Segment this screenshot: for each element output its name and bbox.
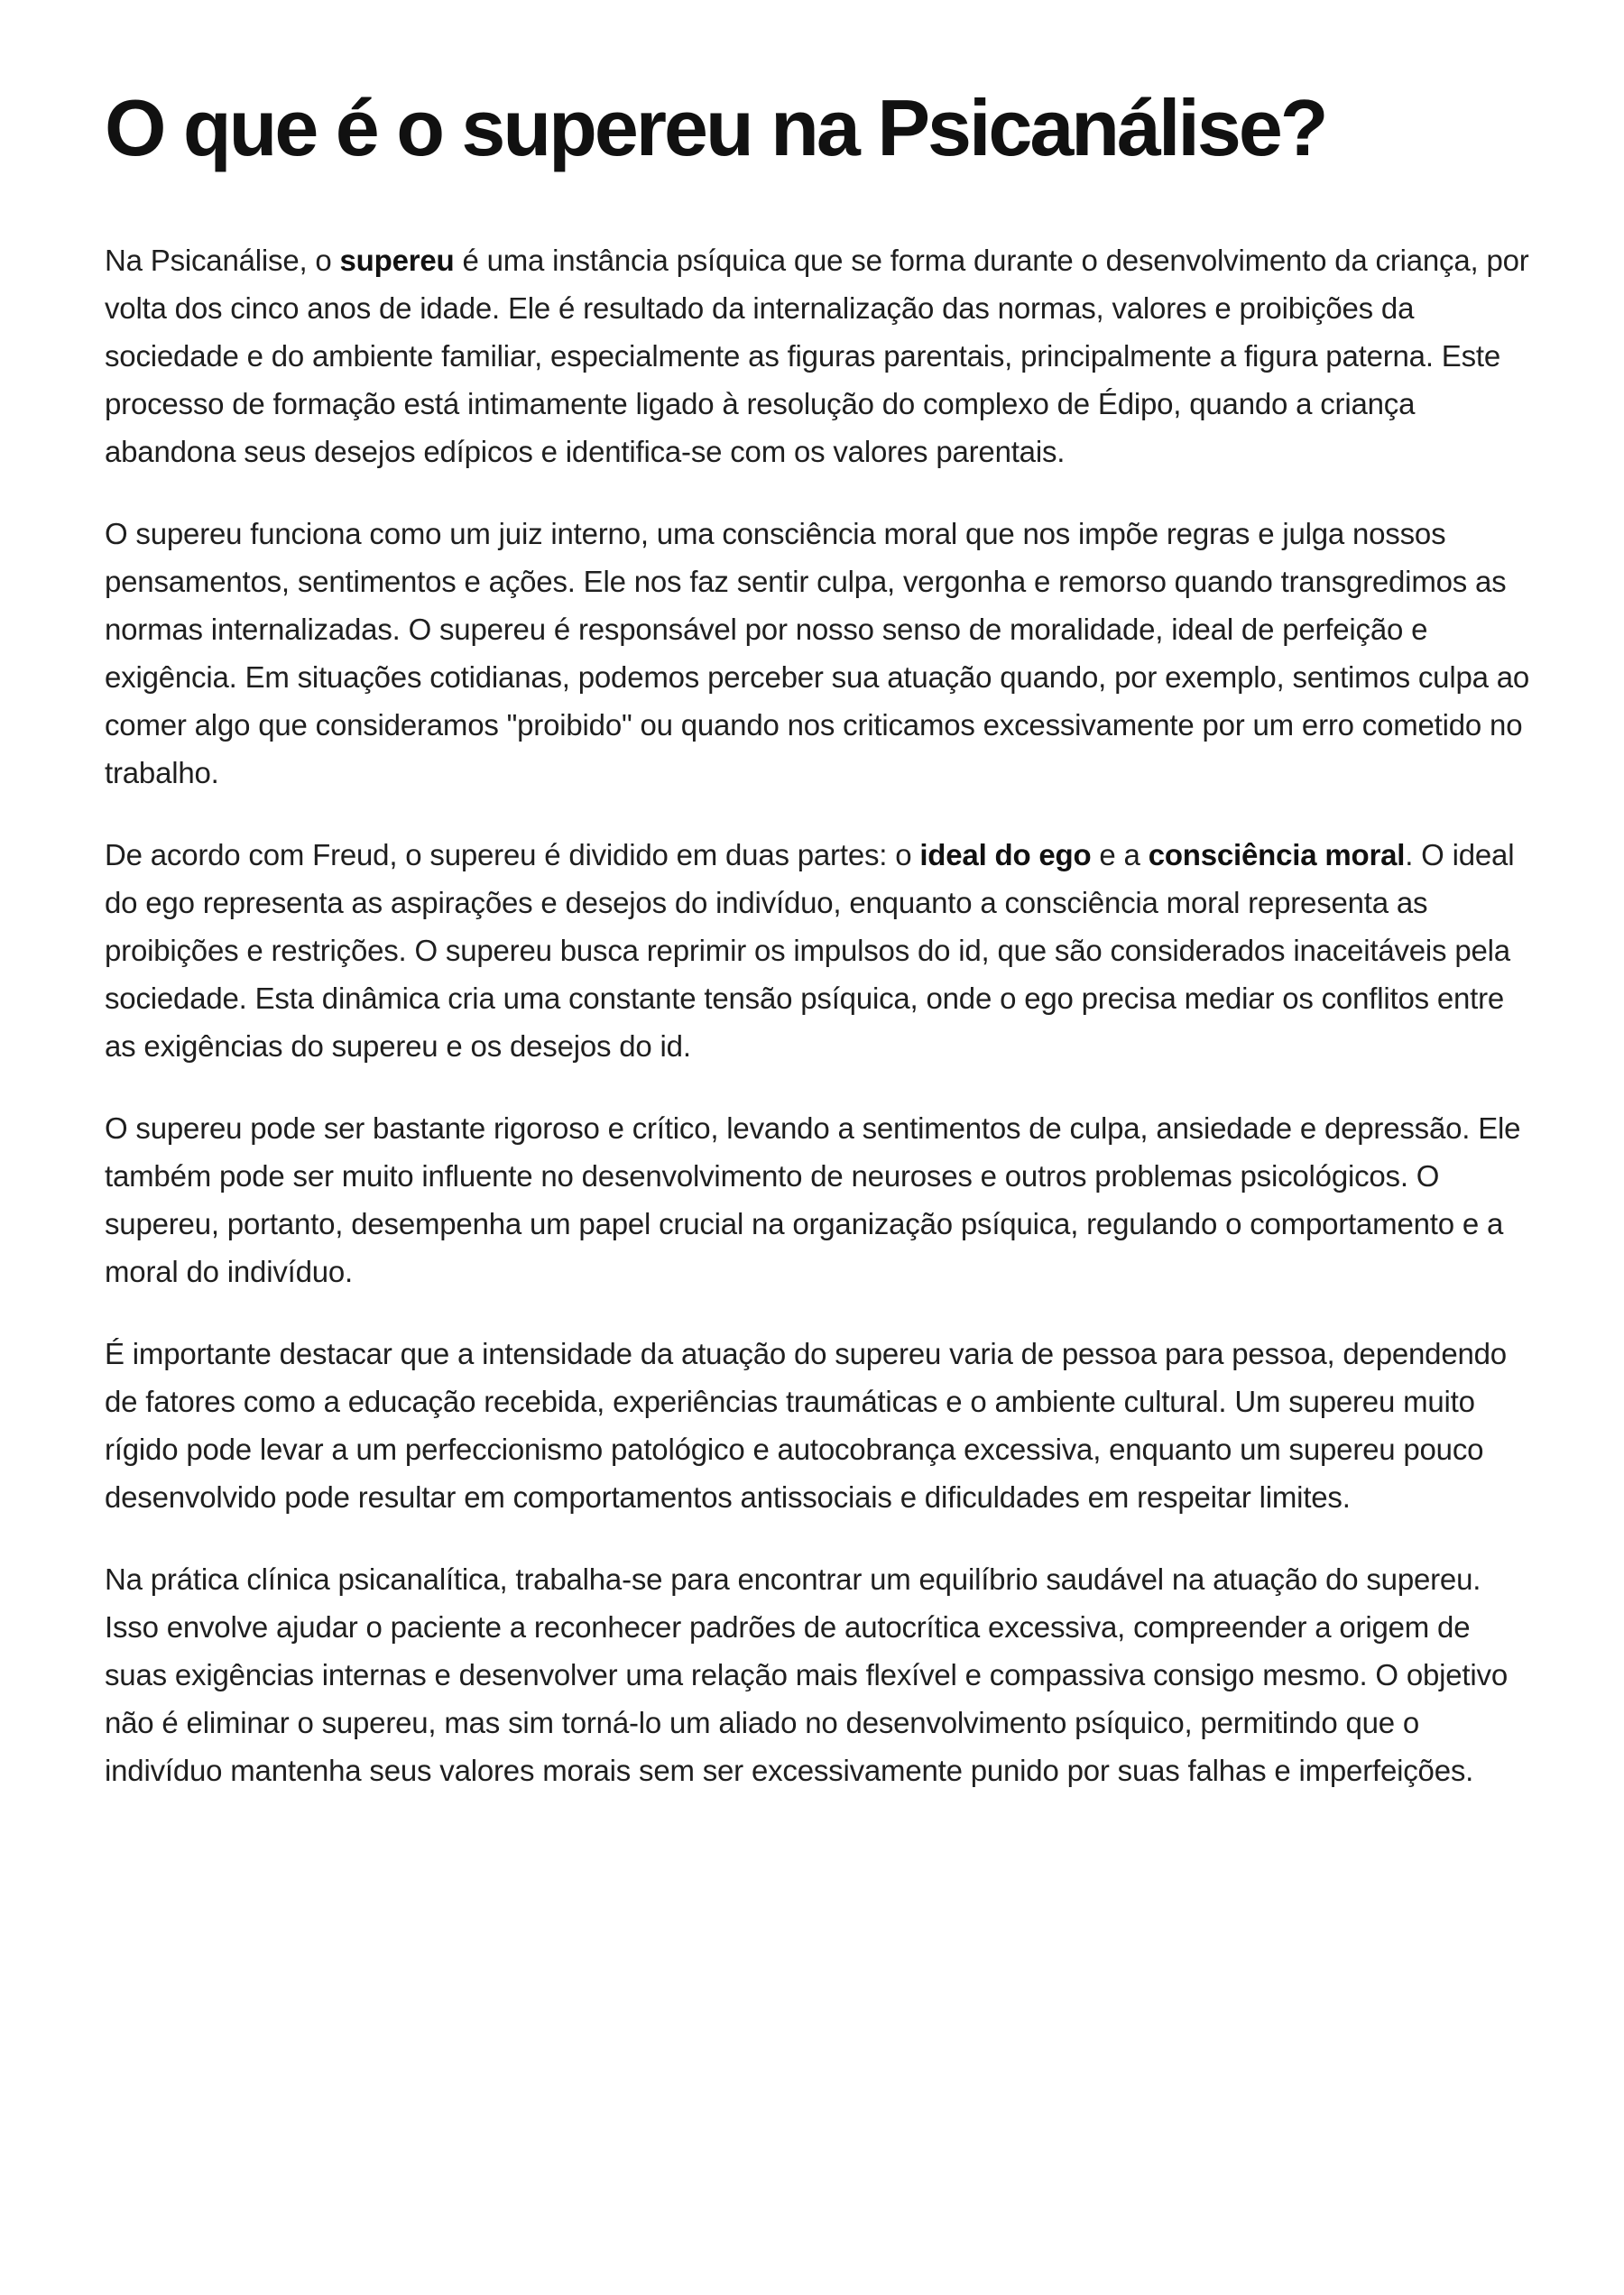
- paragraph-3-text-e: . O ideal do ego representa as aspirações e desejos do indivíduo, enquanto a consciência moral representa as proibições e restrições. O supereu busca reprimir os impulsos do id, que são considerados inaceitáveis pela sociedade. Esta dinâmica cria uma constante tensão psíquica, onde o ego precisa mediar os conflitos entre as exigências do supereu e os desejos do id.: [105, 838, 1515, 1063]
- document-page: [105, 79, 1530, 1829]
- paragraph-1: [105, 236, 1530, 475]
- page-title: O que é o supereu na Psicanálise?: [105, 83, 1326, 172]
- paragraph-4: O supereu pode ser bastante rigoroso e crítico, levando a sentimentos de culpa, ansiedade e depressão. Ele também pode ser muito influente no desenvolvimento de neuroses e outros problemas psicológicos. O supereu, portanto, desempenha um papel crucial na organização psíquica, regulando o comportamento e a moral do indivíduo.: [105, 1111, 1521, 1288]
- paragraph-5: É importante destacar que a intensidade da atuação do supereu varia de pessoa para pessoa, dependendo de fatores como a educação recebida, experiências traumáticas e o ambiente cultural. Um supereu muito rígido pode levar a um perfeccionismo patológico e autocobrança excessiva, enquanto um supereu pouco desenvolvido pode resultar em comportamentos antissociais e dificuldades em respeitar limites.: [105, 1337, 1507, 1514]
- paragraph-1-text-a: Na Psicanálise, o: [105, 244, 340, 277]
- paragraph-6: Na prática clínica psicanalítica, trabalha-se para encontrar um equilíbrio saudável na atuação do supereu. Isso envolve ajudar o paciente a reconhecer padrões de autocrítica excessiva, compreender a origem de suas exigências internas e desenvolver uma relação mais flexível e compassiva consigo mesmo. O objetivo não é eliminar o supereu, mas sim torná-lo um aliado no desenvolvimento psíquico, permitindo que o indivíduo mantenha seus valores morais sem ser excessivamente punido por suas falhas e imperfeições.: [105, 1562, 1508, 1787]
- term-supereu: supereu: [339, 244, 455, 277]
- paragraph-3-text-c: e a: [1091, 838, 1149, 871]
- term-consciencia-moral: consciência moral: [1148, 838, 1406, 871]
- term-ideal-do-ego: ideal do ego: [919, 838, 1092, 871]
- paragraph-3-text-a: De acordo com Freud, o supereu é dividido em duas partes: o: [105, 838, 920, 871]
- paragraph-3: [105, 831, 1530, 1070]
- paragraph-1-text-c: é uma instância psíquica que se forma durante o desenvolvimento da criança, por volta dos cinco anos de idade. Ele é resultado da internalização das normas, valores e proibições da sociedade e do ambiente familiar, especialmente as figuras parentais, principalmente a figura paterna. Este processo de formação está intimamente ligado à resolução do complexo de Édipo, quando a criança abandona seus desejos edípicos e identifica-se com os valores parentais.: [105, 244, 1529, 468]
- paragraph-2: O supereu funciona como um juiz interno, uma consciência moral que nos impõe regras e julga nossos pensamentos, sentimentos e ações. Ele nos faz sentir culpa, vergonha e remorso quando transgredimos as normas internalizadas. O supereu é responsável por nosso senso de moralidade, ideal de perfeição e exigência. Em situações cotidianas, podemos perceber sua atuação quando, por exemplo, sentimos culpa ao comer algo que consideramos "proibido" ou quando nos criticamos excessivamente por um erro cometido no trabalho.: [105, 517, 1530, 789]
